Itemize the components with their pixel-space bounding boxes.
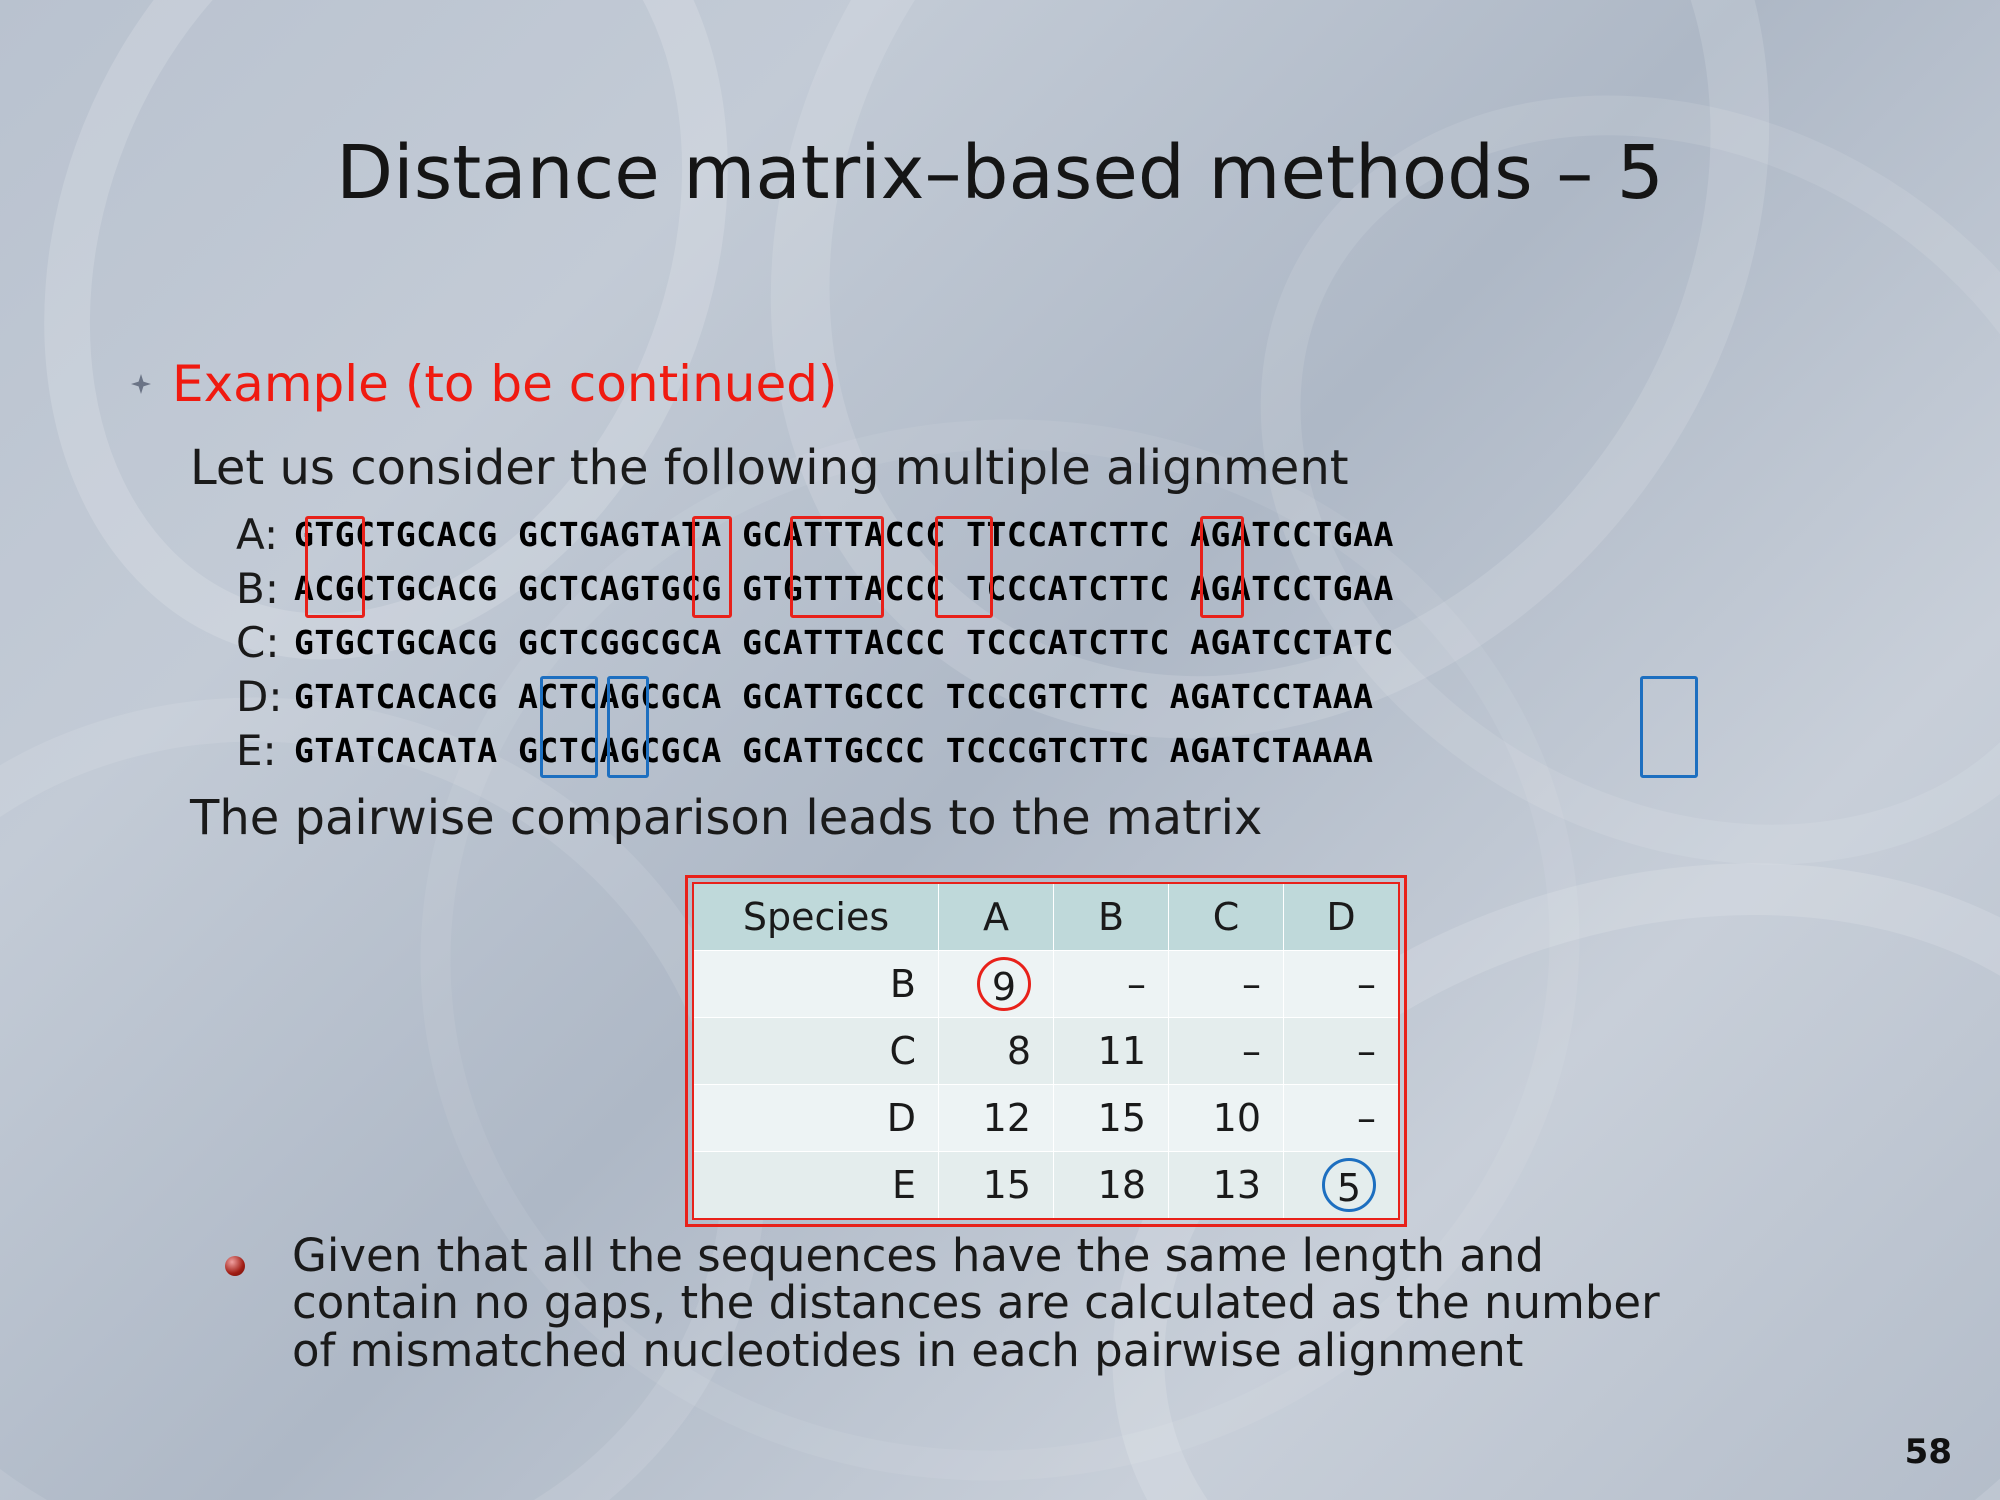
table-row bbox=[693, 1152, 1399, 1220]
matrix-cell: – bbox=[1284, 951, 1400, 1018]
matrix-row-label: E bbox=[693, 1152, 939, 1220]
alignment-label: C: bbox=[236, 618, 280, 667]
matrix-header-species: Species bbox=[693, 883, 939, 951]
alignment-label: D: bbox=[236, 672, 283, 721]
matrix-header-b: B bbox=[1054, 883, 1169, 951]
alignment-label: B: bbox=[236, 564, 279, 613]
alignment-sequence: GTGCTGCACG GCTCGGCGCA GCATTTACCC TCCCATCTTC AGATCCTATC bbox=[294, 623, 1394, 662]
alignment-sequence: GTGCTGCACG GCTGAGTATA GCATTTACCC TTCCATCTTC AGATCCTGAA bbox=[294, 515, 1394, 554]
distance-matrix-table bbox=[692, 882, 1400, 1220]
slide-title: Distance matrix–based methods – 5 bbox=[336, 130, 1664, 216]
alignment-sequence: GTATCACATA GCTCAGCGCA GCATTGCCC TCCCGTCTTC AGATCTAAAA bbox=[294, 731, 1374, 770]
example-heading: Example (to be continued) bbox=[172, 355, 838, 413]
bottom-note-line-2: contain no gaps, the distances are calculated as the number bbox=[292, 1276, 1660, 1330]
bottom-note-line-1: Given that all the sequences have the same length and bbox=[292, 1229, 1544, 1282]
distance-matrix-container bbox=[685, 875, 1407, 1227]
alignment-sequence: GTATCACACG ACTCAGCGCA GCATTGCCC TCCCGTCTTC AGATCCTAAA bbox=[294, 677, 1374, 716]
table-row bbox=[693, 1085, 1399, 1152]
matrix-cell: – bbox=[1054, 951, 1169, 1018]
matrix-cell: 13 bbox=[1169, 1152, 1284, 1220]
diamond-bullet-icon bbox=[128, 371, 154, 397]
matrix-cell: – bbox=[1284, 1085, 1400, 1152]
matrix-cell: – bbox=[1169, 951, 1284, 1018]
highlighted-value-red: 9 bbox=[977, 957, 1031, 1011]
matrix-body bbox=[693, 951, 1399, 1220]
bottom-note bbox=[292, 1229, 1892, 1377]
mismatch-highlight-blue bbox=[1640, 676, 1698, 778]
alignment-row bbox=[236, 726, 1394, 780]
matrix-cell: – bbox=[1284, 1018, 1400, 1085]
matrix-cell: 8 bbox=[939, 1018, 1054, 1085]
bottom-note-line-3: of mismatched nucleotides in each pairwise alignment bbox=[292, 1323, 1524, 1377]
matrix-header-row bbox=[693, 883, 1399, 951]
table-row bbox=[693, 951, 1399, 1018]
alignment-row bbox=[236, 618, 1394, 672]
matrix-row-label: C bbox=[693, 1018, 939, 1085]
matrix-header bbox=[693, 883, 1399, 951]
example-bullet-row bbox=[128, 355, 837, 413]
matrix-cell: 11 bbox=[1054, 1018, 1169, 1085]
alignment-row bbox=[236, 510, 1394, 564]
matrix-header-c: C bbox=[1169, 883, 1284, 951]
matrix-header-a: A bbox=[939, 883, 1054, 951]
matrix-row-label: D bbox=[693, 1085, 939, 1152]
matrix-cell: 15 bbox=[939, 1152, 1054, 1220]
matrix-row-label: B bbox=[693, 951, 939, 1018]
matrix-cell: 18 bbox=[1054, 1152, 1169, 1220]
matrix-cell: 15 bbox=[1054, 1085, 1169, 1152]
matrix-header-d: D bbox=[1284, 883, 1400, 951]
pairwise-line: The pairwise comparison leads to the matrix bbox=[190, 790, 1263, 846]
alignment-row bbox=[236, 672, 1394, 726]
matrix-cell bbox=[1284, 1152, 1400, 1220]
alignment-row bbox=[236, 564, 1394, 618]
matrix-cell: – bbox=[1169, 1018, 1284, 1085]
highlighted-value-blue: 5 bbox=[1322, 1158, 1376, 1212]
alignment-label: A: bbox=[236, 510, 279, 559]
intro-line: Let us consider the following multiple alignment bbox=[190, 440, 1349, 496]
page-number: 58 bbox=[1904, 1432, 1952, 1472]
alignment-label: E: bbox=[236, 726, 277, 775]
alignment-block bbox=[236, 510, 1394, 780]
table-row bbox=[693, 1018, 1399, 1085]
round-bullet-icon bbox=[225, 1250, 251, 1276]
matrix-cell: 10 bbox=[1169, 1085, 1284, 1152]
matrix-cell bbox=[939, 951, 1054, 1018]
matrix-cell: 12 bbox=[939, 1085, 1054, 1152]
alignment-sequence: ACGCTGCACG GCTCAGTGCG GTGTTTACCC TCCCATCTTC AGATCCTGAA bbox=[294, 569, 1394, 608]
